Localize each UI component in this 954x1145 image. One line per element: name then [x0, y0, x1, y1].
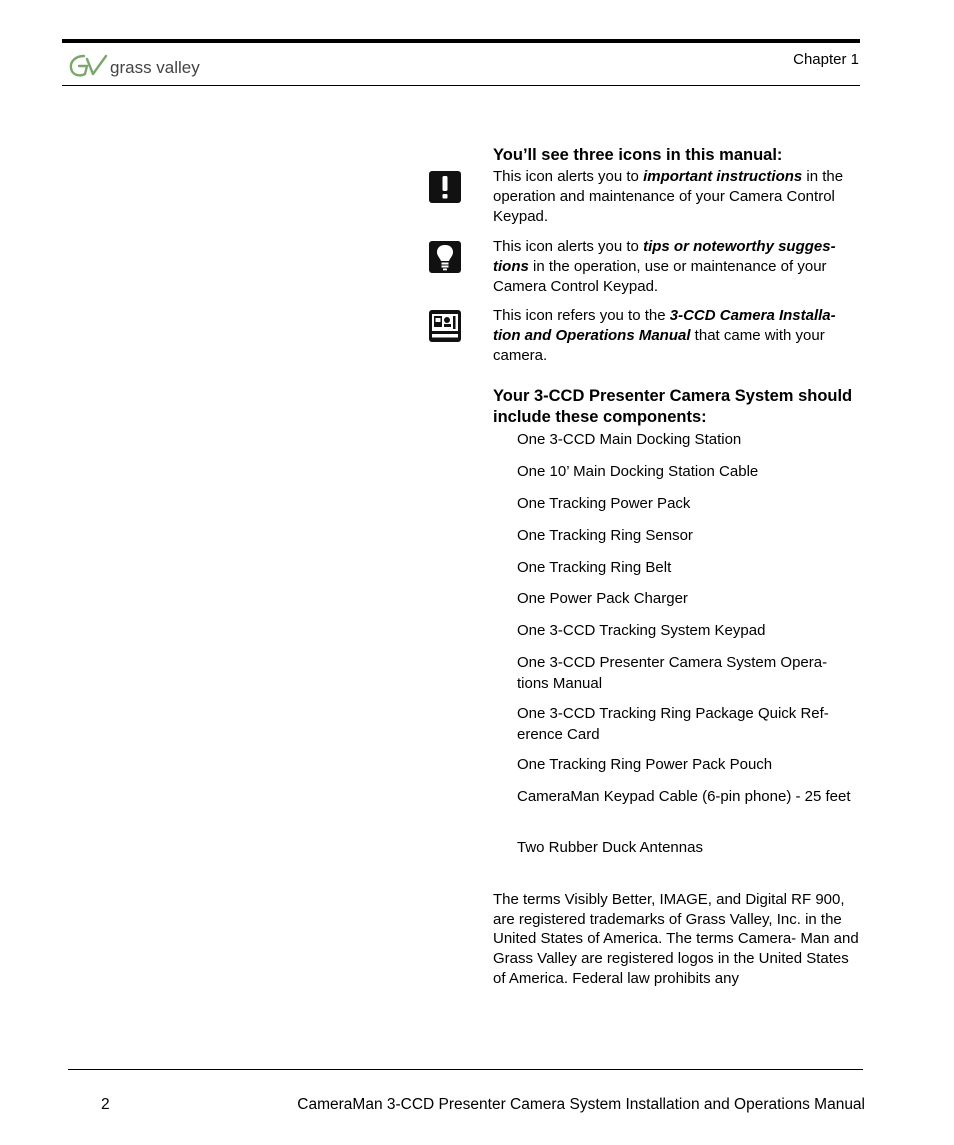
- icon-desc-tips: This icon alerts you to tips or noteworthy sugges- tions in the operation, use or maintenance of your Camera Control Keypad.: [493, 238, 836, 295]
- footer-rule: [68, 1069, 863, 1070]
- list-item: One Tracking Power Pack: [517, 495, 691, 512]
- list-item: One Tracking Ring Sensor: [517, 527, 693, 544]
- trademark-paragraph: The terms Visibly Better, IMAGE, and Digital RF 900, are registered trademarks of Grass Valley, Inc. in the United States of America. The terms Camera- Man and Grass Valley are registered logos in the United States of America. Federal law prohibits any: [493, 891, 859, 987]
- grass-valley-logo: [68, 52, 208, 80]
- list-item: One 3-CCD Tracking Ring Package Quick Ref- erence Card: [517, 705, 829, 743]
- list-item: CameraMan Keypad Cable (6-pin phone) - 25 feet: [517, 788, 851, 805]
- exclamation-icon: [428, 170, 462, 204]
- list-item: One Power Pack Charger: [517, 590, 688, 607]
- page-number: 2: [101, 1096, 110, 1113]
- list-item: One 3-CCD Tracking System Keypad: [517, 622, 766, 639]
- svg-text:grass valley: grass valley: [110, 58, 200, 77]
- list-item: One 10’ Main Docking Station Cable: [517, 463, 759, 480]
- list-item: One 3-CCD Main Docking Station: [517, 431, 742, 448]
- components-heading: Your 3-CCD Presenter Camera System should include these components:: [493, 387, 853, 426]
- icons-heading: You’ll see three icons in this manual:: [493, 146, 783, 164]
- list-item: Two Rubber Duck Antennas: [517, 839, 703, 856]
- icon-desc-manual-ref: This icon refers you to the 3-CCD Camera Installa- tion and Operations Manual that came with your camera.: [493, 307, 836, 364]
- lightbulb-icon: [428, 240, 462, 274]
- list-item: One 3-CCD Presenter Camera System Opera- tions Manual: [517, 654, 828, 692]
- footer-title: CameraMan 3-CCD Presenter Camera System Installation and Operations Manual: [297, 1096, 865, 1113]
- icon-desc-important: This icon alerts you to important instructions in the operation and maintenance of your Camera Control Keypad.: [493, 168, 844, 225]
- list-item: One Tracking Ring Belt: [517, 559, 672, 576]
- top-rule: [62, 39, 860, 43]
- list-item: One Tracking Ring Power Pack Pouch: [517, 756, 773, 773]
- chapter-label: Chapter 1: [793, 51, 859, 68]
- header-rule: [62, 85, 860, 86]
- manual-reference-icon: [428, 309, 462, 343]
